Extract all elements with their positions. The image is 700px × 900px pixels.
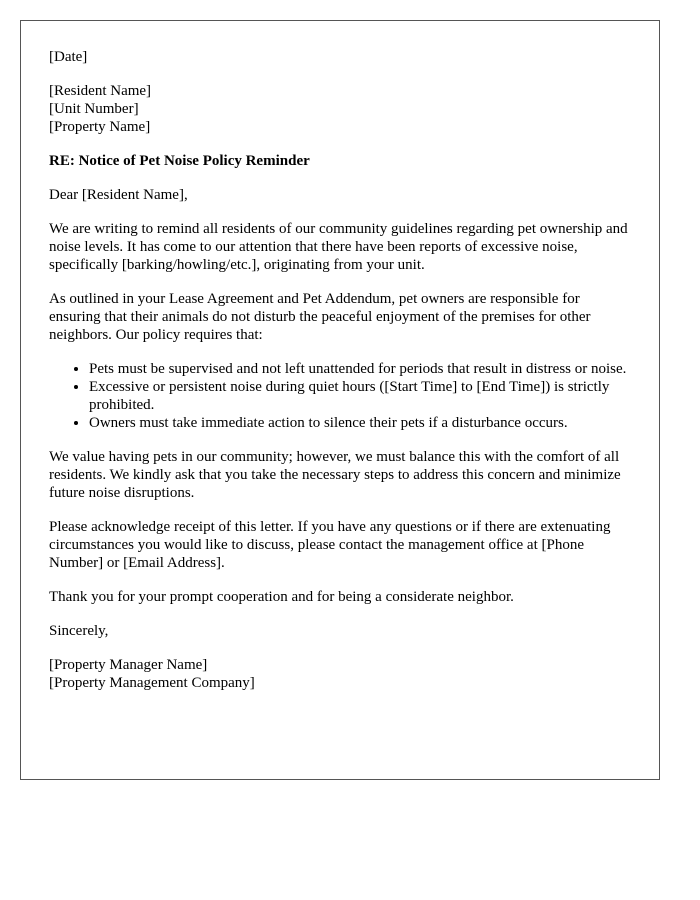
letter-date: [Date] [49, 49, 88, 65]
recipient-property: [Property Name] [49, 119, 151, 135]
policy-item-immediate-action: • Owners must take immediate action to silence their pets if a disturbance occurs. [89, 414, 631, 432]
recipient-block [49, 82, 631, 136]
subject-line: RE: Notice of Pet Noise Policy Reminder [49, 153, 310, 169]
signature-block [49, 656, 631, 692]
salutation: Dear [Resident Name], [49, 187, 188, 203]
body-paragraph-value: We value having pets in our community; however, we must balance this with the comfort of all residents. We kindly ask that you take the necessary steps to address this concern and minimize future noise disruptions. [49, 449, 621, 501]
recipient-unit: [Unit Number] [49, 101, 139, 117]
signoff: Sincerely, [49, 623, 109, 639]
policy-list [49, 360, 631, 432]
signature-company: [Property Management Company] [49, 675, 255, 691]
body-paragraph-acknowledge: Please acknowledge receipt of this letter. If you have any questions or if there are extenuating circumstances you would like to discuss, please contact the management office at [Phone Number] or [Email Address]. [49, 519, 611, 571]
policy-item-quiet-hours: • Excessive or persistent noise during quiet hours ([Start Time] to [End Time]) is strictly prohibited. [89, 378, 631, 414]
policy-item-supervision: • Pets must be supervised and not left unattended for periods that result in distress or noise. [89, 360, 631, 378]
recipient-name: [Resident Name] [49, 83, 152, 99]
body-paragraph-thanks: Thank you for your prompt cooperation and for being a considerate neighbor. [49, 589, 514, 605]
body-paragraph-policy: As outlined in your Lease Agreement and Pet Addendum, pet owners are responsible for ensuring that their animals do not disturb the peaceful enjoyment of the premises for other neighbors. Our policy requires that: [49, 291, 591, 343]
letter-page [20, 20, 660, 780]
signature-name: [Property Manager Name] [49, 657, 208, 673]
body-paragraph-intro: We are writing to remind all residents of our community guidelines regarding pet ownership and noise levels. It has come to our attention that there have been reports of excessive noise, specifically [barking/howling/etc.], originating from your unit. [49, 221, 628, 273]
